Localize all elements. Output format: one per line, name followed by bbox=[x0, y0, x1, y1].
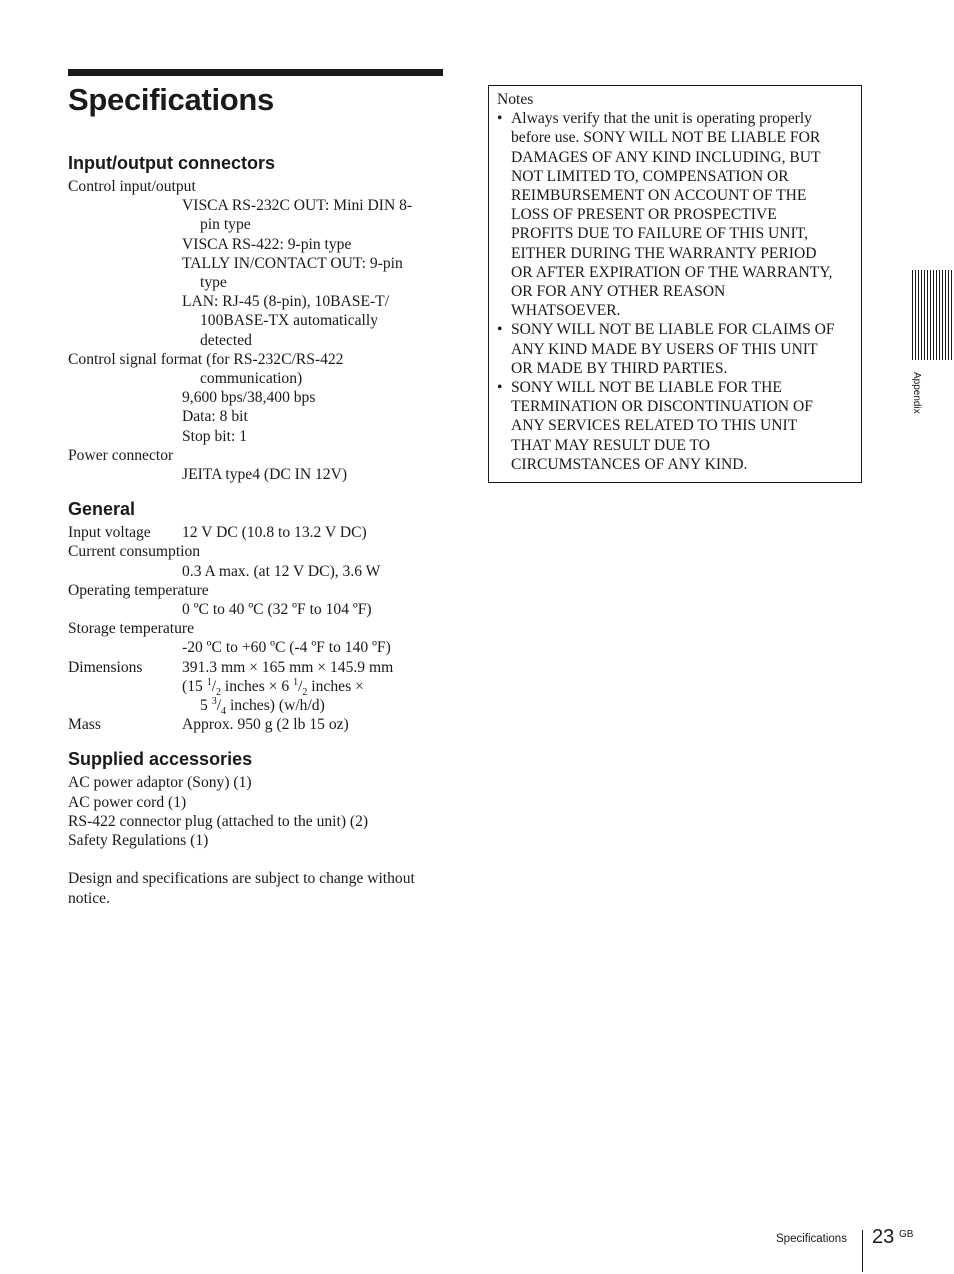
spec-value-dimensions-inches: (15 $^1/_2$ inches × 6 $^1/_2$ inches × bbox=[182, 676, 364, 698]
spec-label: Operating temperature bbox=[68, 581, 209, 599]
section-heading-general: General bbox=[68, 499, 136, 520]
disclaimer: notice. bbox=[68, 889, 110, 907]
spec-value: 9,600 bps/38,400 bps bbox=[182, 389, 316, 407]
note-item: • SONY WILL NOT BE LIABLE FOR CLAIMS OF ANY KIND MADE BY USERS OF THIS UNIT OR MADE BY THIRD PARTIES. bbox=[497, 321, 835, 377]
note-item: • Always verify that the unit is operating properly before use. SONY WILL NOT BE LIABLE FOR DAMAGES OF ANY KIND INCLUDING, BUT NOT LIMITED TO, COMPENSATION OR REIMBURSEMENT ON ACCOUNT OF THE LOSS OF PRESENT OR PROSPECTIVE PROFITS DUE TO FAILURE OF THIS UNIT, EITHER DURING THE WARRANTY PERIOD OR AFTER EXPIRATION OF THE WARRANTY, OR FOR ANY OTHER REASON WHATSOEVER. bbox=[497, 110, 833, 320]
spec-value: TALLY IN/CONTACT OUT: 9-pin bbox=[182, 254, 403, 272]
bullet-icon: • bbox=[497, 110, 503, 128]
spec-value: JEITA type4 (DC IN 12V) bbox=[182, 466, 348, 484]
spec-value: LAN: RJ-45 (8-pin), 10BASE-T/ bbox=[182, 293, 390, 311]
notes-title: Notes bbox=[497, 91, 534, 108]
notes-box bbox=[488, 85, 862, 483]
section-heading-io: Input/output connectors bbox=[68, 153, 275, 173]
spec-value: -20 ºC to +60 ºC (-4 ºF to 140 ºF) bbox=[182, 639, 391, 657]
spec-value: detected bbox=[200, 331, 252, 349]
section-tab-label: Appendix bbox=[911, 372, 922, 414]
spec-label: Storage temperature bbox=[68, 620, 194, 638]
title-rule bbox=[68, 69, 443, 76]
spec-value-dimensions-inches-cont: 5 $^3/_4$ inches) (w/h/d) bbox=[200, 695, 325, 718]
footer-section-label: Specifications bbox=[776, 1233, 847, 1245]
spec-label: Mass bbox=[68, 716, 101, 734]
footer-divider bbox=[862, 1230, 863, 1272]
list-item: AC power adaptor (Sony) (1) bbox=[68, 774, 252, 792]
spec-value: 12 V DC (10.8 to 13.2 V DC) bbox=[182, 524, 367, 542]
spec-value: 100BASE-TX automatically bbox=[200, 312, 378, 330]
list-item: RS-422 connector plug (attached to the unit) (2) bbox=[68, 812, 369, 830]
section-heading-accessories: Supplied accessories bbox=[68, 749, 253, 770]
spec-label: Dimensions bbox=[68, 658, 143, 676]
spec-value: VISCA RS-422: 9-pin type bbox=[182, 235, 352, 253]
page-language-suffix: GB bbox=[899, 1229, 914, 1240]
spec-value: VISCA RS-232C OUT: Mini DIN 8- bbox=[182, 197, 413, 215]
bullet-icon: • bbox=[497, 379, 503, 397]
disclaimer: Design and specifications are subject to change without bbox=[68, 870, 415, 888]
spec-label: Control input/output bbox=[68, 178, 196, 195]
spec-value: type bbox=[200, 274, 227, 292]
spec-value: Data: 8 bit bbox=[182, 408, 248, 426]
page-title: Specifications bbox=[68, 82, 274, 117]
section-accessories bbox=[68, 748, 443, 907]
note-item: • SONY WILL NOT BE LIABLE FOR THE TERMINATION OR DISCONTINUATION OF ANY SERVICES RELATED TO THIS UNIT THAT MAY RESULT DUE TO CIRCUMSTANCES OF ANY KIND. bbox=[497, 379, 813, 473]
list-item: Safety Regulations (1) bbox=[68, 832, 209, 850]
page-number: 23 bbox=[872, 1226, 895, 1248]
section-general bbox=[68, 498, 443, 734]
spec-label: communication) bbox=[200, 370, 303, 388]
left-column bbox=[68, 69, 443, 908]
spec-label: Power connector bbox=[68, 446, 174, 464]
spec-value: Stop bit: 1 bbox=[182, 427, 247, 445]
spec-value: pin type bbox=[200, 216, 251, 234]
section-io bbox=[68, 152, 443, 484]
bullet-icon: • bbox=[497, 321, 503, 339]
spec-value: Approx. 950 g (2 lb 15 oz) bbox=[182, 716, 349, 734]
section-tab-marker bbox=[912, 270, 954, 360]
spec-value: 0 ºC to 40 ºC (32 ºF to 104 ºF) bbox=[182, 601, 372, 619]
spec-value: 0.3 A max. (at 12 V DC), 3.6 W bbox=[182, 562, 381, 580]
spec-value: 391.3 mm × 165 mm × 145.9 mm bbox=[182, 658, 394, 676]
spec-label: Current consumption bbox=[68, 543, 201, 561]
spec-label: Input voltage bbox=[68, 524, 151, 542]
spec-label: Control signal format (for RS-232C/RS-422 bbox=[68, 350, 344, 368]
list-item: AC power cord (1) bbox=[68, 793, 187, 811]
